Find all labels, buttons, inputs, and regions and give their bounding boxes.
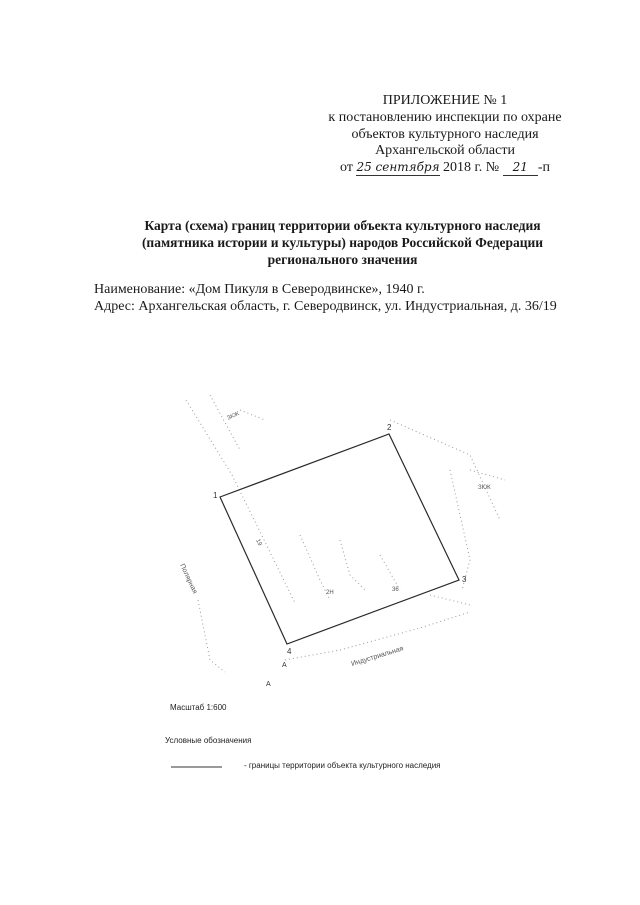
object-address: Адрес: Архангельская область, г. Северодвинск, ул. Индустриальная, д. 36/19 <box>94 299 557 314</box>
handwritten-number: 21 <box>503 159 538 176</box>
context-lines <box>186 395 505 672</box>
title-line-3: регионального значения <box>267 252 418 267</box>
point-label-4: 4 <box>287 647 292 656</box>
appendix-title: ПРИЛОЖЕНИЕ № 1 <box>382 93 508 108</box>
number-suffix: -п <box>537 160 550 175</box>
point-label-3: 3 <box>462 575 467 584</box>
appendix-line-decree: к постановлению инспекции по охране <box>328 110 562 125</box>
label-num-36: 36 <box>392 587 399 593</box>
object-name: Наименование: «Дом Пикуля в Северодвинске», 1940 г. <box>94 282 425 297</box>
label-num-21: 2Н <box>326 590 334 596</box>
label-num-19: 19 <box>254 538 263 547</box>
date-prefix: от <box>340 160 353 175</box>
appendix-line-region: Архангельской области <box>375 143 515 158</box>
legend-heading: Условные обозначения <box>165 736 252 745</box>
map-scale: Масштаб 1:600 <box>170 703 227 712</box>
label-a-upper: А <box>282 662 287 669</box>
point-label-2: 2 <box>387 423 392 432</box>
handwritten-date: 25 сентября <box>356 160 440 174</box>
point-label-1: 1 <box>213 491 218 500</box>
appendix-line-objects: объектов культурного наследия <box>351 127 539 142</box>
date-year: 2018 г. № <box>443 160 500 175</box>
label-left-street: Полярная <box>178 562 199 595</box>
label-a-lower: А <box>266 681 271 688</box>
legend-item-boundary: - границы территории объекта культурного наследия <box>244 761 441 770</box>
label-right-building: ЗКЖ <box>478 485 491 491</box>
title-line-1: Карта (схема) границ территории объекта культурного наследия <box>144 218 541 233</box>
label-bottom-street: Индустриальная <box>350 645 405 668</box>
label-top-building: ЗКЖ <box>226 411 241 422</box>
title-line-2: (памятника истории и культуры) народов Российской Федерации <box>141 235 544 250</box>
